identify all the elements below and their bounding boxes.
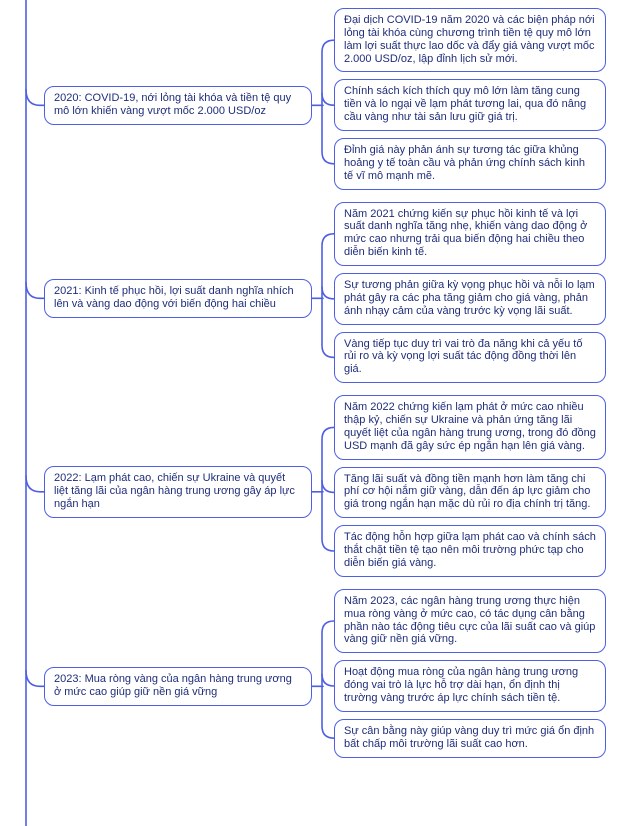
detail-node[interactable]: Đại dịch COVID-19 năm 2020 và các biện pháp nới lỏng tài khóa cùng chương trình tiền tệ quy mô lớn làm lợi suất thực lao dốc và đẩy giá vàng vượt mốc 2.000 USD/oz, lập đỉnh lịch sử mới. [334, 8, 606, 72]
detail-group-2022 [334, 395, 606, 577]
detail-node[interactable]: Tác động hỗn hợp giữa lạm phát cao và chính sách thắt chặt tiền tệ tạo nên môi trường phức tạp cho diễn biến giá vàng. [334, 525, 606, 577]
detail-group-2020 [334, 8, 606, 190]
detail-node[interactable]: Vàng tiếp tục duy trì vai trò đa năng khi cả yếu tố rủi ro và kỳ vọng lợi suất tác động đồng thời lên giá. [334, 332, 606, 384]
detail-group-2023 [334, 589, 606, 758]
year-node-2021[interactable]: 2021: Kinh tế phục hồi, lợi suất danh nghĩa nhích lên và vàng dao động với biến động hai chiều [44, 279, 312, 318]
year-node-2020[interactable]: 2020: COVID-19, nới lỏng tài khóa và tiền tệ quy mô lớn khiến vàng vượt mốc 2.000 USD/oz [44, 86, 312, 125]
year-node-2023[interactable]: 2023: Mua ròng vàng của ngân hàng trung ương ở mức cao giúp giữ nền giá vững [44, 667, 312, 706]
detail-column [334, 8, 606, 758]
detail-node[interactable]: Hoạt động mua ròng của ngân hàng trung ương đóng vai trò là lực hỗ trợ dài hạn, ổn định thị trường vàng trước áp lực chính sách tiền tệ. [334, 660, 606, 712]
detail-node[interactable]: Sự cân bằng này giúp vàng duy trì mức giá ổn định bất chấp môi trường lãi suất cao hơn. [334, 719, 606, 758]
detail-node[interactable]: Chính sách kích thích quy mô lớn làm tăng cung tiền và lo ngại về lạm phát tương lai, qua đó nâng cầu vàng như tài sản lưu giữ giá trị. [334, 79, 606, 131]
detail-node[interactable]: Năm 2022 chứng kiến lạm phát ở mức cao nhiều thập kỷ, chiến sự Ukraine và phản ứng tăng lãi quyết liệt của ngân hàng trung ương, trong đó đồng USD mạnh đã gây sức ép ngắn hạn lên giá vàng. [334, 395, 606, 459]
detail-node[interactable]: Năm 2021 chứng kiến sự phục hồi kinh tế và lợi suất danh nghĩa tăng nhẹ, khiến vàng dao động ở mức cao nhưng trải qua biến động hai chiều theo diễn biến kinh tế. [334, 202, 606, 266]
detail-node[interactable]: Sự tương phản giữa kỳ vọng phục hồi và nỗi lo lạm phát gây ra các pha tăng giảm cho giá vàng, phản ánh nhạy cảm của vàng trước kỳ vọng lãi suất. [334, 273, 606, 325]
year-node-2022[interactable]: 2022: Lạm phát cao, chiến sự Ukraine và quyết liệt tăng lãi của ngân hàng trung ương gây áp lực ngắn hạn [44, 466, 312, 518]
detail-group-2021 [334, 202, 606, 384]
detail-node[interactable]: Năm 2023, các ngân hàng trung ương thực hiện mua ròng vàng ở mức cao, có tác dụng cân bằng phần nào tác động tiêu cực của lãi suất cao và giúp vàng giữ nền giá vững. [334, 589, 606, 653]
detail-node[interactable]: Tăng lãi suất và đồng tiền mạnh hơn làm tăng chi phí cơ hội nắm giữ vàng, dẫn đến áp lực giảm cho giá trong ngắn hạn mặc dù rủi ro địa chính trị tăng. [334, 467, 606, 519]
detail-node[interactable]: Đỉnh giá này phản ánh sự tương tác giữa khủng hoảng y tế toàn cầu và phản ứng chính sách kinh tế vĩ mô mạnh mẽ. [334, 138, 606, 190]
